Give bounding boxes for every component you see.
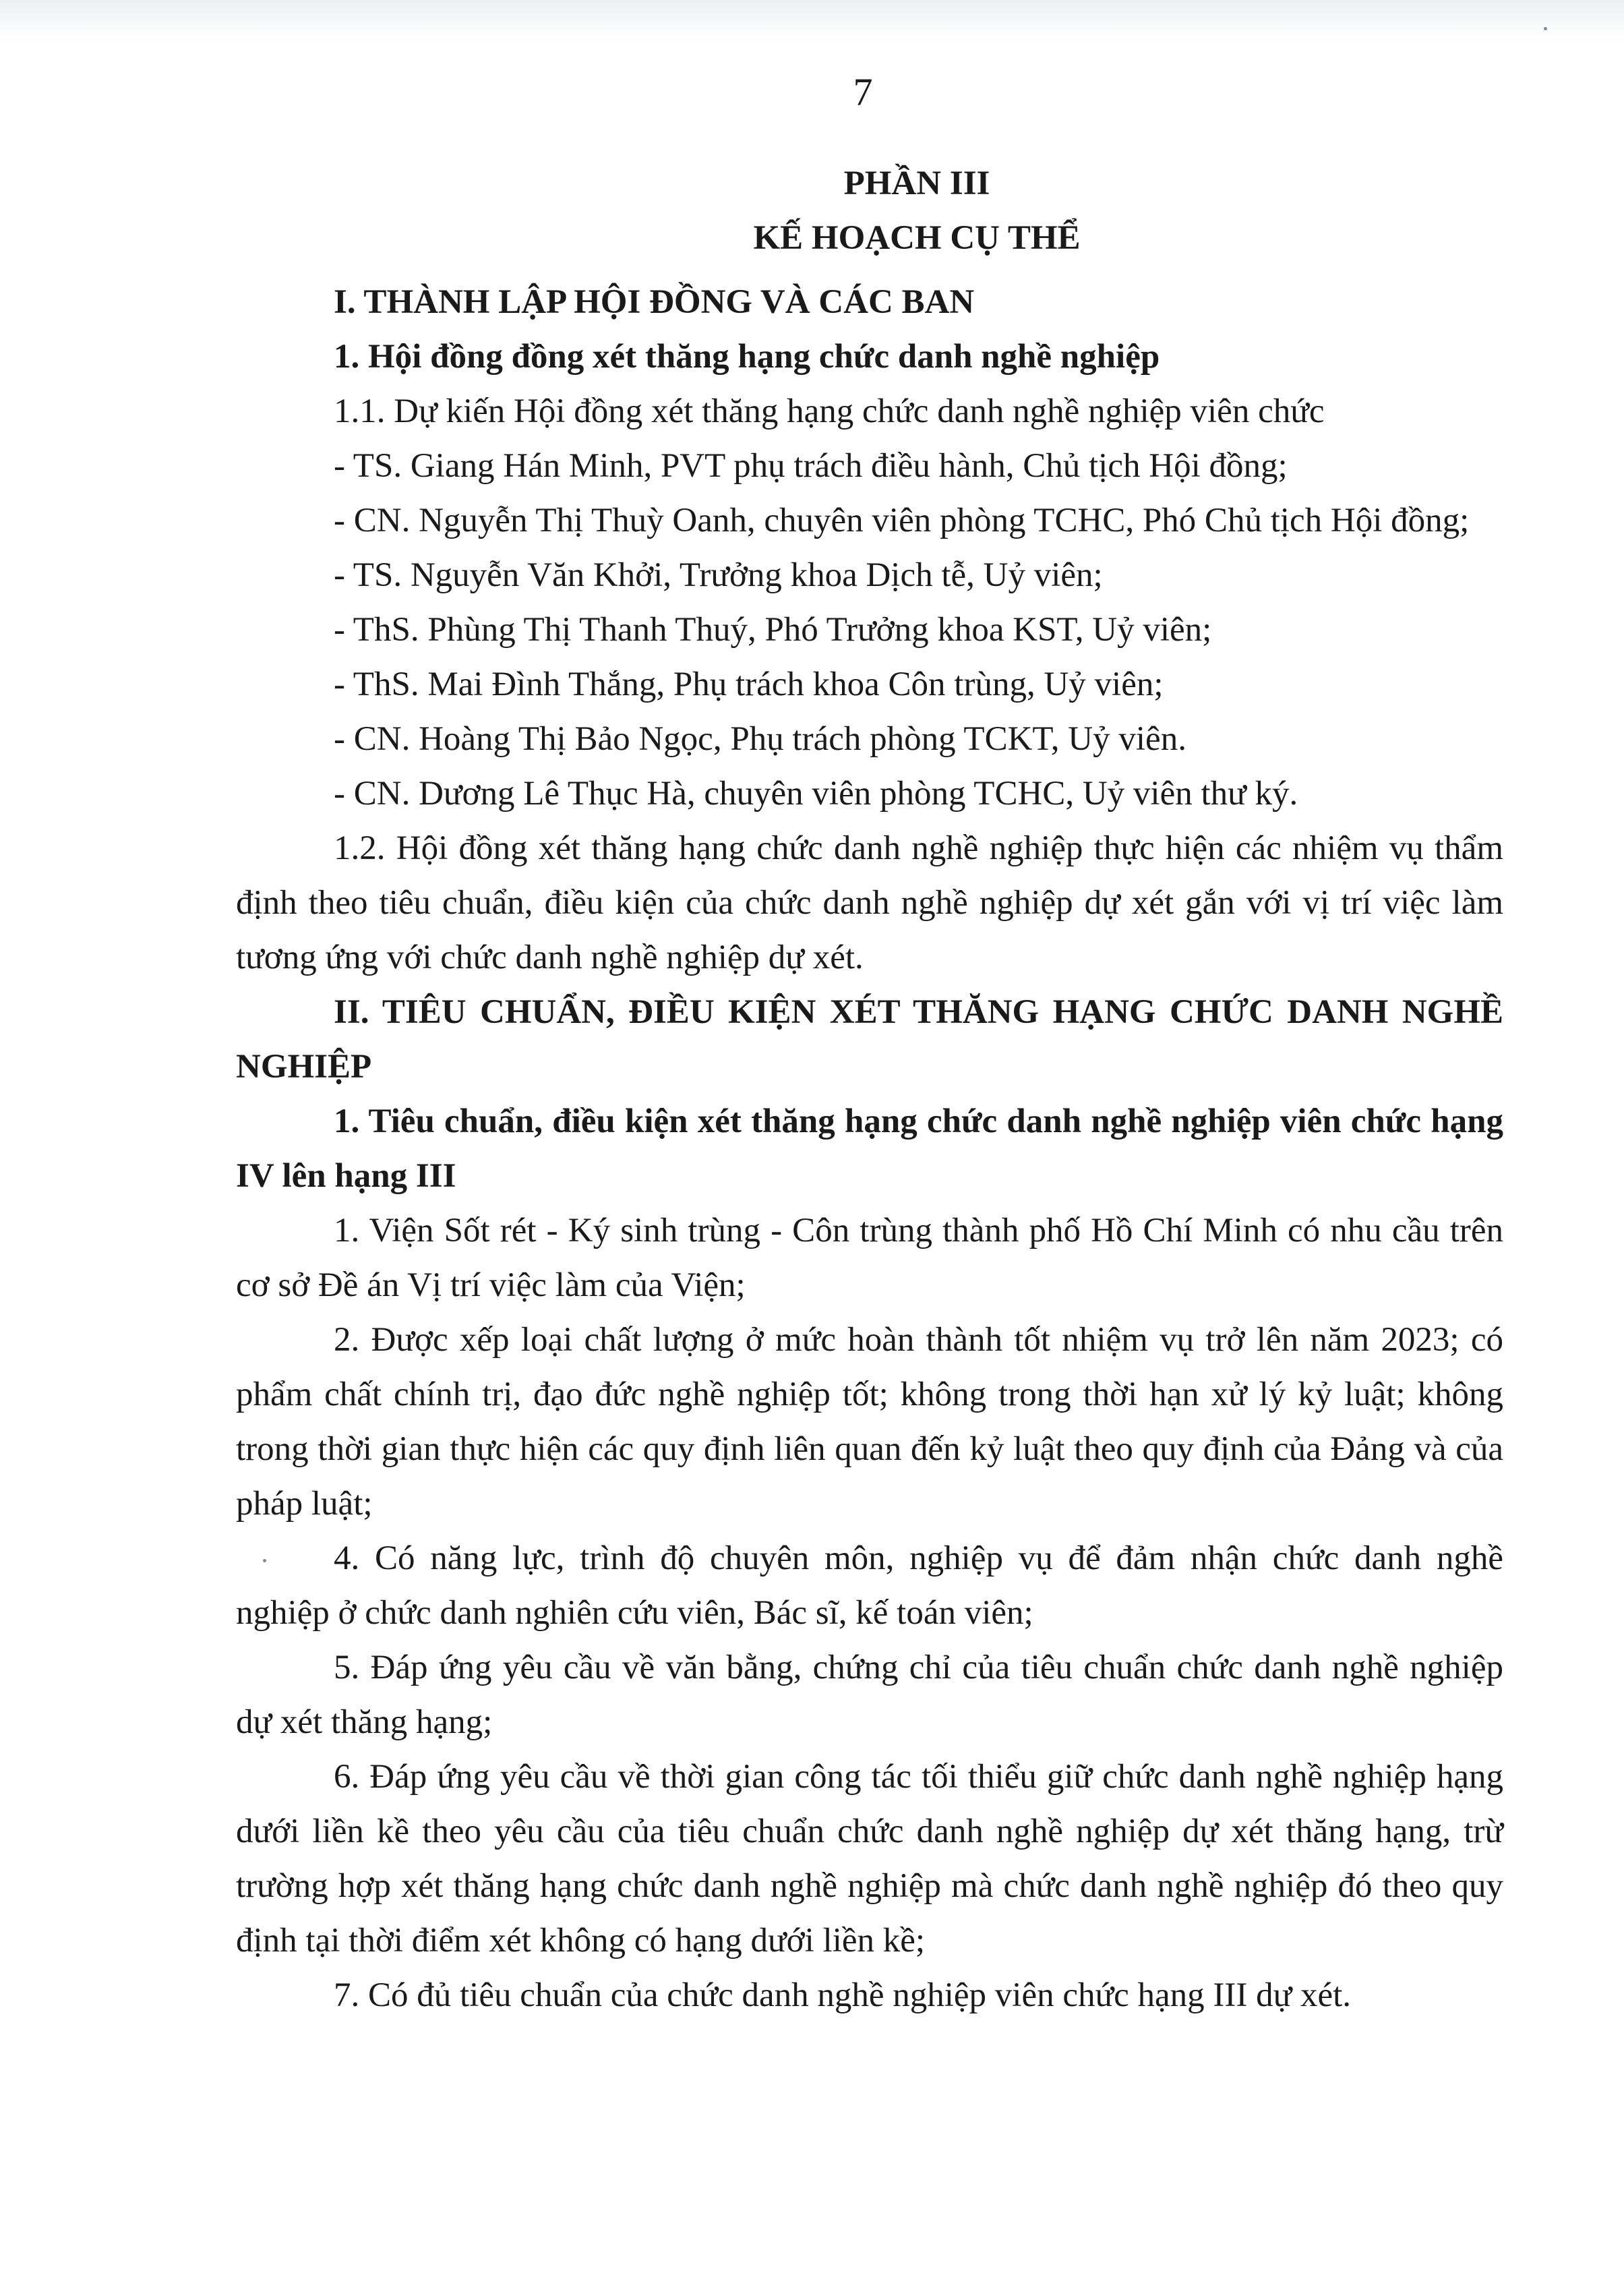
criteria-item: 5. Đáp ứng yêu cầu về văn bằng, chứng chỉ của tiêu chuẩn chức danh nghề nghiệp dự xét thăng hạng;: [236, 1649, 1503, 1741]
section-1-heading: I. THÀNH LẬP HỘI ĐỒNG VÀ CÁC BAN: [334, 283, 975, 321]
section-1-subheading: 1. Hội đồng đồng xét thăng hạng chức danh nghề nghiệp: [334, 338, 1160, 376]
criteria-item: 7. Có đủ tiêu chuẩn của chức danh nghề nghiệp viên chức hạng III dự xét.: [334, 1976, 1352, 2014]
member-line: - ThS. Phùng Thị Thanh Thuý, Phó Trưởng khoa KST, Uỷ viên;: [334, 611, 1212, 649]
criteria-item: 4. Có năng lực, trình độ chuyên môn, nghiệp vụ để đảm nhận chức danh nghề nghiệp ở chức danh nghiên cứu viên, Bác sĩ, kế toán viên;: [236, 1539, 1503, 1632]
section-2-heading: II. TIÊU CHUẨN, ĐIỀU KIỆN XÉT THĂNG HẠNG CHỨC DANH NGHỀ NGHIỆP: [236, 993, 1503, 1086]
item-1-1: 1.1. Dự kiến Hội đồng xét thăng hạng chức danh nghề nghiệp viên chức: [334, 392, 1325, 430]
member-line: - CN. Nguyễn Thị Thuỳ Oanh, chuyên viên phòng TCHC, Phó Chủ tịch Hội đồng;: [334, 502, 1470, 539]
criteria-item: 6. Đáp ứng yêu cầu về thời gian công tác tối thiểu giữ chức danh nghề nghiệp hạng dưới liền kề theo yêu cầu của tiêu chuẩn chức danh nghề nghiệp dự xét thăng hạng, trừ trường hợp xét thăng hạng chức danh nghề nghiệp mà chức danh nghề nghiệp đó theo quy định tại thời điểm xét không có hạng dưới liền kề;: [236, 1758, 1503, 1960]
scan-speck: [1544, 27, 1547, 30]
scan-shadow: [0, 0, 1624, 40]
part-subtitle: KẾ HOẠCH CỤ THỂ: [753, 219, 1081, 257]
document-body: [236, 156, 1503, 2023]
page-number: 7: [853, 70, 873, 114]
member-line: - CN. Dương Lê Thục Hà, chuyên viên phòng TCHC, Uỷ viên thư ký.: [334, 775, 1298, 813]
member-line: - ThS. Mai Đình Thắng, Phụ trách khoa Côn trùng, Uỷ viên;: [334, 666, 1164, 703]
member-line: - CN. Hoàng Thị Bảo Ngọc, Phụ trách phòng TCKT, Uỷ viên.: [334, 720, 1186, 758]
member-line: - TS. Nguyễn Văn Khởi, Trưởng khoa Dịch tễ, Uỷ viên;: [334, 556, 1103, 594]
part-title: PHẦN III: [843, 165, 990, 202]
criteria-item: 1. Viện Sốt rét - Ký sinh trùng - Côn trùng thành phố Hồ Chí Minh có nhu cầu trên cơ sở Đề án Vị trí việc làm của Viện;: [236, 1212, 1503, 1304]
item-1-2: 1.2. Hội đồng xét thăng hạng chức danh nghề nghiệp thực hiện các nhiệm vụ thẩm định theo tiêu chuẩn, điều kiện của chức danh nghề nghiệp dự xét gắn với vị trí việc làm tương ứng với chức danh nghề nghiệp dự xét.: [236, 829, 1503, 976]
member-line: - TS. Giang Hán Minh, PVT phụ trách điều hành, Chủ tịch Hội đồng;: [334, 447, 1288, 485]
section-2-subheading: 1. Tiêu chuẩn, điều kiện xét thăng hạng chức danh nghề nghiệp viên chức hạng IV lên hạng III: [236, 1102, 1503, 1195]
criteria-item: 2. Được xếp loại chất lượng ở mức hoàn thành tốt nhiệm vụ trở lên năm 2023; có phẩm chất chính trị, đạo đức nghề nghiệp tốt; không trong thời hạn xử lý kỷ luật; không trong thời gian thực hiện các quy định liên quan đến kỷ luật theo quy định của Đảng và của pháp luật;: [236, 1321, 1503, 1523]
